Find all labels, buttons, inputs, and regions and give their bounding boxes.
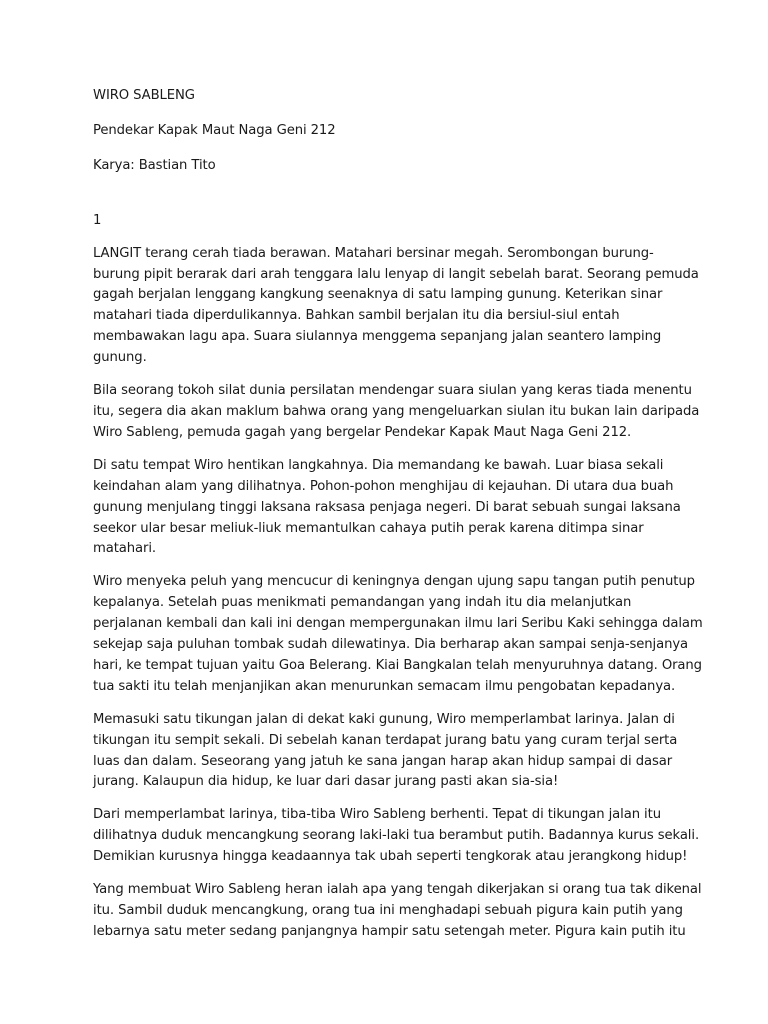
document-title: WIRO SABLENG <box>93 88 195 103</box>
text-line: membawakan lagu apa. Suara siulannya menggema sepanjang jalan seantero lamping <box>93 329 662 345</box>
text-line: seekor ular besar meliuk-liuk memantulkan cahaya putih perak karena ditimpa sinar <box>93 520 644 536</box>
text-line: Memasuki satu tikungan jalan di dekat kaki gunung, Wiro memperlambat larinya. Jalan di <box>93 711 675 727</box>
paragraph-list <box>93 244 703 943</box>
text-line: LANGIT terang cerah tiada berawan. Matahari bersinar megah. Serombongan burung- <box>93 245 654 261</box>
body-paragraph <box>93 572 703 697</box>
body-paragraph <box>93 244 699 369</box>
body-paragraph <box>93 880 702 943</box>
text-line: Wiro Sableng, pemuda gagah yang bergelar Pendekar Kapak Maut Naga Geni 212. <box>93 424 632 440</box>
text-line: Demikian kurusnya hingga keadaannya tak ubah seperti tengkorak atau jerangkong hidup! <box>93 849 688 865</box>
chapter-number: 1 <box>93 212 102 228</box>
text-line: Dari memperlambat larinya, tiba-tiba Wiro Sableng berhenti. Tepat di tikungan jalan itu <box>93 807 661 823</box>
text-line: itu, segera dia akan maklum bahwa orang yang mengeluarkan siulan itu bukan lain daripada <box>93 403 700 419</box>
text-line: burung pipit berarak dari arah tenggara lalu lenyap di langit sebelah barat. Seorang pemuda <box>93 266 699 282</box>
document-author: Karya: Bastian Tito <box>93 157 216 173</box>
body-paragraph <box>93 710 678 794</box>
document-subtitle: Pendekar Kapak Maut Naga Geni 212 <box>93 122 336 138</box>
text-line: Yang membuat Wiro Sableng heran ialah apa yang tengah dikerjakan si orang tua tak dikenal <box>93 882 702 898</box>
text-line: perjalanan kembali dan kali ini dengan mempergunakan ilmu lari Seribu Kaki sehingga dalam <box>93 616 703 632</box>
text-line: hari, ke tempat tujuan yaitu Goa Belerang. Kiai Bangkalan telah menyuruhnya datang. Orang <box>93 657 702 673</box>
body-paragraph <box>93 456 681 561</box>
text-line: kepalanya. Setelah puas menikmati pemandangan yang indah itu dia melanjutkan <box>93 595 632 611</box>
text-line: gagah berjalan lenggang kangkung seenaknya di satu lamping gunung. Keterikan sinar <box>93 287 663 303</box>
text-line: gunung. <box>93 350 147 366</box>
text-line: Di satu tempat Wiro hentikan langkahnya. Dia memandang ke bawah. Luar biasa sekali <box>93 457 664 473</box>
text-line: tua sakti itu telah menjanjikan akan menurunkan semacam ilmu pengobatan kepadanya. <box>93 678 676 694</box>
text-line: Wiro menyeka peluh yang mencucur di keningnya dengan ujung sapu tangan putih penutup <box>93 574 695 590</box>
body-paragraph <box>93 381 700 444</box>
text-line: gunung menjulang tinggi laksana raksasa penjaga negeri. Di barat sebuah sungai laksana <box>93 499 681 515</box>
text-line: matahari tiada diperdulikannya. Bahkan sambil berjalan itu dia bersiul-siul entah <box>93 308 620 324</box>
document-body <box>93 86 703 955</box>
body-paragraph <box>93 805 700 868</box>
text-line: keindahan alam yang dilihatnya. Pohon-pohon menghijau di kejauhan. Di utara dua buah <box>93 478 674 494</box>
text-line: Bila seorang tokoh silat dunia persilatan mendengar suara siulan yang keras tiada menentu <box>93 383 692 399</box>
text-line: dilihatnya duduk mencangkung seorang laki-laki tua berambut putih. Badannya kurus sekali. <box>93 828 700 844</box>
text-line: itu. Sambil duduk mencangkung, orang tua ini menghadapi sebuah pigura kain putih yang <box>93 903 683 918</box>
text-line: tikungan itu sempit sekali. Di sebelah kanan terdapat jurang batu yang curam terjal serta <box>93 732 678 748</box>
text-line: luas dan dalam. Seseorang yang jatuh ke sana jangan harap akan hidup sampai di dasar <box>93 753 673 769</box>
text-line: jurang. Kalaupun dia hidup, ke luar dari dasar jurang pasti akan sia-sia! <box>93 774 559 790</box>
text-line: sekejap saja puluhan tombak sudah dilewatinya. Dia berharap akan sampai senja-senjanya <box>93 637 689 653</box>
text-line: lebarnya satu meter sedang panjangnya hampir satu setengah meter. Pigura kain putih itu <box>93 923 686 939</box>
text-line: matahari. <box>93 541 156 557</box>
